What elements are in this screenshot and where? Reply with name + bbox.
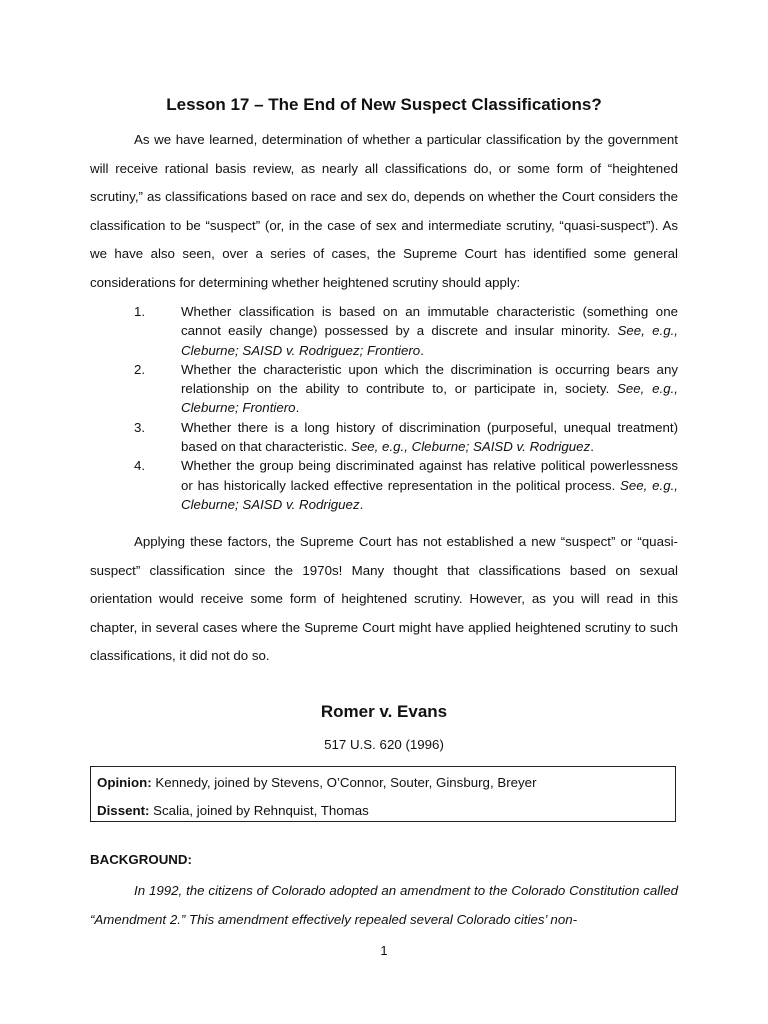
list-item — [90, 360, 678, 418]
opinion-box — [90, 766, 676, 822]
background-text: In 1992, the citizens of Colorado adopted an amendment to the Colorado Constitution called “Amendment 2.” This amendment effectively repealed several Colorado cities’ non- — [90, 883, 678, 927]
applying-text: Applying these factors, the Supreme Court has not established a new “suspect” or “quasi-suspect” classification since the 1970s! Many thought that classifications based on sexual orientation would receive some form of heightened scrutiny. However, as you will read in this chapter, in several cases where the Supreme Court might have applied heightened scrutiny to such classifications, it did not do so. — [90, 534, 678, 664]
list-end: . — [359, 496, 364, 512]
background-paragraph — [90, 876, 678, 934]
list-citation: See, e.g., Cleburne; SAISD v. Rodriguez — [351, 439, 591, 455]
lesson-title: Lesson 17 – The End of New Suspect Classifications? — [166, 95, 602, 114]
page-number: 1 — [380, 943, 388, 958]
dissent-label: Dissent: — [97, 803, 150, 818]
list-number: 2. — [134, 361, 146, 377]
factor-list — [90, 302, 678, 514]
list-citation: See, e.g., Cleburne; SAISD v. Rodriguez; Frontiero — [181, 323, 678, 358]
case-title: Romer v. Evans — [320, 702, 448, 721]
list-text: Whether classification is based on an immutable characteristic (something one cannot easily change) possessed by a discrete and insular minority. — [181, 304, 678, 339]
dissent-line — [97, 797, 669, 825]
list-number: 4. — [134, 458, 146, 474]
list-text: Whether the group being discriminated against has relative political powerlessness or has historically lacked effective representation in the political process. — [181, 458, 678, 493]
list-item — [90, 302, 678, 360]
opinion-text: Kennedy, joined by Stevens, O’Connor, Souter, Ginsburg, Breyer — [151, 775, 537, 790]
list-number: 3. — [134, 419, 146, 435]
list-end: . — [590, 439, 594, 455]
intro-text: As we have learned, determination of whether a particular classification by the government will receive rational basis review, as nearly all classifications do, or some form of “heightened scrutiny,” as classifications based on race and sex do, depends on whether the Court considers the classification to be “suspect” (or, in the case of sex and intermediate scrutiny, “quasi-suspect”). As we have also seen, over a series of cases, the Supreme Court has identified some general considerations for determining whether heightened scrutiny should apply: — [90, 132, 678, 290]
case-citation: 517 U.S. 620 (1996) — [324, 737, 444, 752]
list-end: . — [420, 342, 424, 358]
applying-paragraph — [90, 528, 678, 671]
opinion-label: Opinion: — [97, 775, 152, 790]
list-text: Whether the characteristic upon which the discrimination is occurring bears any relationship on the ability to contribute to, or participate in, society. — [181, 361, 678, 397]
dissent-text: Scalia, joined by Rehnquist, Thomas — [149, 803, 369, 818]
list-end: . — [295, 400, 300, 416]
list-item — [90, 418, 678, 457]
list-number: 1. — [134, 304, 146, 319]
list-citation: See, e.g., Cleburne; Frontiero — [181, 381, 678, 416]
intro-paragraph — [90, 126, 678, 298]
list-text: Whether there is a long history of discrimination (purposeful, unequal treatment) based on that characteristic. — [181, 419, 678, 455]
list-item — [90, 456, 678, 514]
opinion-line — [97, 769, 669, 797]
background-heading: BACKGROUND: — [90, 852, 192, 867]
list-citation: See, e.g., Cleburne; SAISD v. Rodriguez — [181, 477, 678, 512]
